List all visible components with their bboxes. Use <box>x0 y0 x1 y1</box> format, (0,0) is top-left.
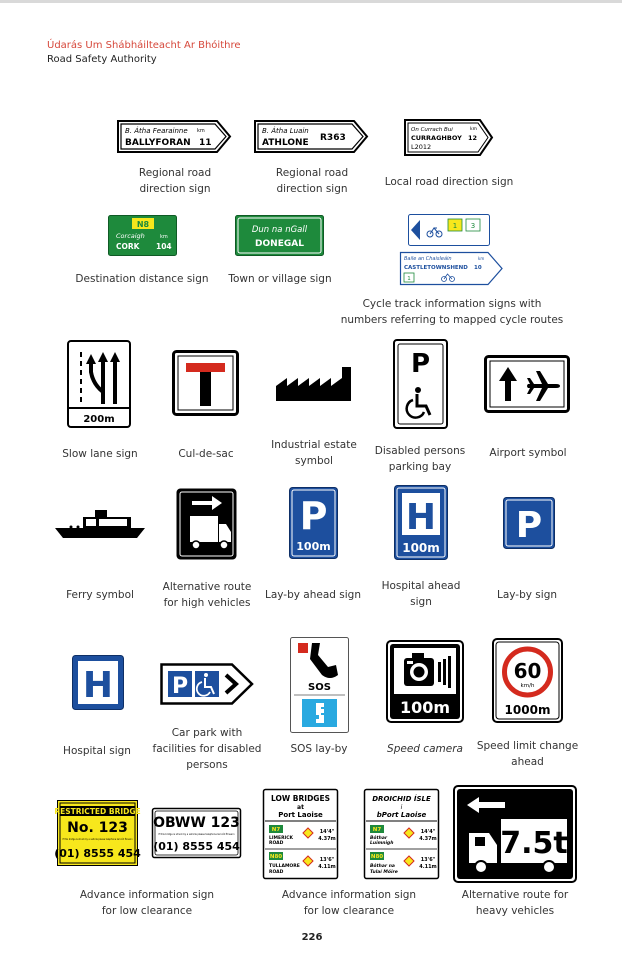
slow-lane-distance: 200m <box>83 414 115 425</box>
caption-speed-limit: Speed limit change ahead <box>476 740 579 768</box>
destination-irish: Corcaigh <box>116 232 145 240</box>
caption-speed-camera: Speed camera <box>387 743 463 755</box>
alt-route-heavy-vehicles-sign <box>453 785 577 883</box>
adv2-b-r1-h1: 14'4" <box>420 829 436 835</box>
adv2-b-title1: DROICHID ÍSLE <box>372 795 431 803</box>
adv2-b-title2: i <box>400 804 403 811</box>
speed-limit-change-sign <box>492 638 563 723</box>
adv1-a-small: If this bridge is struck by a vehicle please telephone Iarnród Éireann <box>62 837 165 841</box>
cul-de-sac-sign <box>172 350 239 416</box>
speed-limit-value: 60 <box>513 659 542 683</box>
adv2-a-r2-h1: 13'6" <box>319 857 335 863</box>
local-route: L2012 <box>411 143 432 151</box>
cycle-sign-castletownshend <box>400 252 503 285</box>
droichid-isle-sign <box>364 789 439 879</box>
caption-cycle: Cycle track information signs with numbers referring to mapped cycle routes <box>340 298 564 326</box>
caption-cul-de-sac: Cul-de-sac <box>178 448 234 460</box>
destination-sign-cork <box>108 215 177 256</box>
caption-alt-heavy: Alternative route for heavy vehicles <box>461 889 569 917</box>
caption-slow-lane: Slow lane sign <box>62 448 138 460</box>
cycle-sign-left <box>408 214 490 246</box>
adv2-a-title3: Port Laoise <box>278 811 323 819</box>
adv2-a-r1-h2: 4.37m <box>318 836 336 842</box>
adv2-a-r2-route: N80 <box>269 854 283 860</box>
sos-text: SOS <box>308 682 331 693</box>
caption-hospital: Hospital sign <box>63 745 131 757</box>
cycle-n1: 1 <box>452 222 458 230</box>
layby-ahead-letter: P <box>299 494 328 538</box>
cycle-n2: 3 <box>470 222 476 230</box>
restricted-bridge-sign <box>54 800 165 866</box>
caption-local: Local road direction sign <box>384 176 514 188</box>
adv2-a-r1-place1: LIMERICK <box>269 836 294 841</box>
adv2-b-r1-route: N7 <box>372 827 382 833</box>
regional-sign-athlone <box>254 120 369 153</box>
hospital-sign <box>72 655 124 710</box>
local-irish: On Currach Bui <box>411 127 453 133</box>
airport-sign <box>484 355 570 413</box>
regional1-irish: B. Átha Fearainne <box>125 127 188 135</box>
regional1-place: BALLYFORAN <box>125 138 191 148</box>
adv2-b-r1-place2: Luimnigh <box>370 841 394 846</box>
header-irish-title: Údarás Um Shábháilteacht Ar Bhóithre <box>47 40 241 51</box>
hospital-letter: H <box>82 665 114 706</box>
caption-alt-high: Alternative route for high vehicles <box>162 581 252 609</box>
adv1-b-phone: (01) 8555 454 <box>153 840 240 853</box>
cycle-distance: 10 <box>474 265 482 271</box>
hospital-ahead-distance: 100m <box>402 541 440 555</box>
regional1-distance: 11 <box>199 138 212 148</box>
caption-town: Town or village sign <box>228 273 332 285</box>
town-irish: Dun na nGall <box>251 225 308 235</box>
adv2-b-r2-h1: 13'6" <box>420 857 436 863</box>
regional-sign-ballyforan <box>117 120 232 153</box>
adv2-a-title2: at <box>297 804 304 811</box>
sos-layby-sign <box>290 637 349 733</box>
ferry-symbol <box>53 508 147 538</box>
caption-layby-ahead: Lay-by ahead sign <box>264 589 361 601</box>
regional2-place: ATHLONE <box>262 138 309 148</box>
adv1-b-small: If this bridge is struck by a vehicle please telephone Iarnród Éireann <box>158 832 261 836</box>
town-place: DONEGAL <box>255 239 304 249</box>
slow-lane-sign <box>67 340 131 428</box>
destination-km: km <box>160 234 168 240</box>
local-distance: 12 <box>468 134 478 142</box>
adv1-a-title: RESTRICTED BRIDGE <box>54 807 141 816</box>
obww-bridge-sign <box>152 808 261 858</box>
page-number: 226 <box>301 932 323 943</box>
speed-camera-distance: 100m <box>399 698 451 717</box>
header-english-title: Road Safety Authority <box>47 54 157 65</box>
adv1-b-title: OBWW 123 <box>153 815 240 831</box>
adv2-a-r2-place1: TULLAMORE <box>269 864 300 869</box>
caption-hospital-ahead: Hospital ahead sign <box>381 580 461 608</box>
adv2-a-r1-h1: 14'4" <box>319 829 335 835</box>
caption-car-park-disabled: Car park with facilities for disabled persons <box>152 727 262 771</box>
regional1-km: km <box>197 128 205 134</box>
adv2-b-r2-route: N80 <box>370 854 384 860</box>
regional2-route: R363 <box>320 133 346 143</box>
hospital-ahead-sign <box>394 485 448 560</box>
cycle-place: CASTLETOWNSHEND <box>404 265 468 271</box>
adv2-b-r1-h2: 4.37m <box>419 836 437 842</box>
car-park-disabled-sign <box>160 663 254 705</box>
caption-layby: Lay-by sign <box>496 589 558 601</box>
town-sign-donegal <box>235 215 324 256</box>
caption-adv-info1: Advance information sign for low clearance <box>79 889 215 917</box>
regional2-irish: B. Átha Luain <box>262 127 309 135</box>
adv2-b-r2-h2: 4.11m <box>419 864 437 870</box>
adv2-b-r2-place2: Tulaí Móire <box>370 870 398 875</box>
low-bridges-sign <box>263 789 338 879</box>
adv2-b-title3: bPort Laoise <box>376 811 427 819</box>
disabled-parking-sign <box>393 339 448 429</box>
alt-heavy-weight: 7.5t <box>500 826 568 861</box>
destination-route: N8 <box>136 220 150 229</box>
adv2-b-r1-place1: Bóthar <box>370 836 388 841</box>
caption-regional2: Regional road direction sign <box>275 167 349 195</box>
speed-limit-distance: 1000m <box>504 703 551 717</box>
caption-ferry: Ferry symbol <box>66 589 134 601</box>
caption-industrial: Industrial estate symbol <box>271 439 357 467</box>
speed-camera-sign <box>386 640 464 723</box>
adv2-b-r2-place1: Bóthar na <box>370 864 395 869</box>
top-border <box>0 0 622 3</box>
adv1-a-phone: (01) 8555 454 <box>54 847 141 860</box>
adv2-a-title1: LOW BRIDGES <box>271 794 330 803</box>
cycle-irish: Baile an Chaisleáin <box>404 256 452 262</box>
adv2-a-r2-place2: ROAD <box>269 870 284 875</box>
alt-route-high-vehicles-sign <box>176 488 237 560</box>
adv2-a-r2-h2: 4.11m <box>318 864 336 870</box>
adv1-a-number: No. 123 <box>67 820 128 836</box>
adv2-a-r1-place2: ROAD <box>269 841 284 846</box>
car-park-letter: P <box>171 674 189 699</box>
layby-ahead-distance: 100m <box>296 540 331 553</box>
destination-distance: 104 <box>156 242 172 251</box>
caption-regional1: Regional road direction sign <box>138 167 212 195</box>
caption-adv-info2: Advance information sign for low clearance <box>281 889 417 917</box>
cycle-n3: 1 <box>407 276 411 282</box>
industrial-estate-symbol <box>275 366 353 402</box>
local-sign-curraghboy <box>404 119 494 156</box>
cycle-km: km <box>478 256 485 261</box>
layby-ahead-sign <box>289 487 338 559</box>
caption-sos: SOS lay-by <box>290 743 348 755</box>
disabled-parking-letter: P <box>410 349 431 379</box>
hospital-ahead-letter: H <box>405 497 437 538</box>
caption-disabled-parking: Disabled persons parking bay <box>374 445 466 473</box>
local-place: CURRAGHBOY <box>411 134 462 142</box>
layby-sign <box>503 497 555 549</box>
caption-airport: Airport symbol <box>489 447 567 459</box>
caption-destination: Destination distance sign <box>75 273 209 285</box>
speed-limit-unit: km/h <box>520 683 535 689</box>
destination-place: CORK <box>116 242 140 251</box>
layby-letter: P <box>515 505 543 546</box>
adv2-a-r1-route: N7 <box>271 827 281 833</box>
local-km: km <box>470 127 477 132</box>
